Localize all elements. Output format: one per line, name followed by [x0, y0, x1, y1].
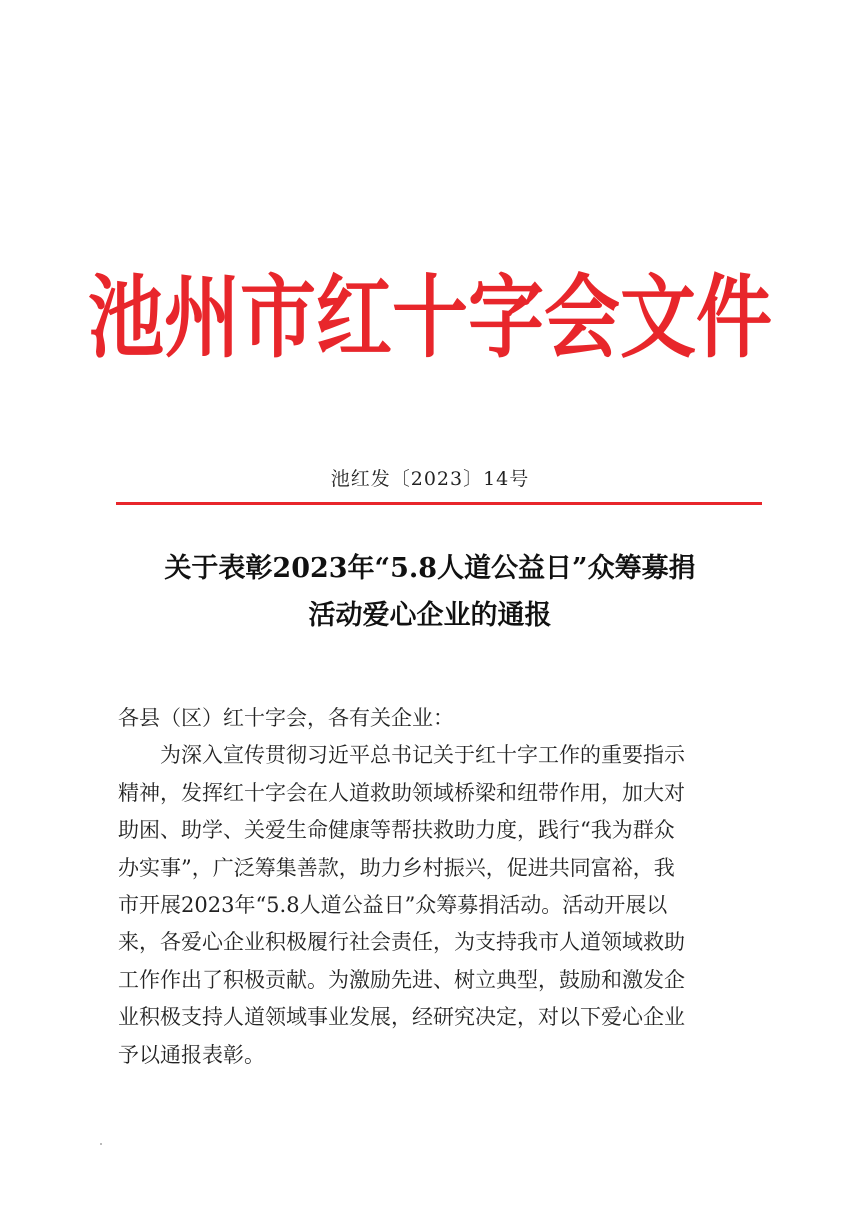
masthead-title: 池州市红十字会文件 [88, 264, 772, 370]
document-body [118, 700, 763, 1074]
salutation: 各县（区）红十字会，各有关企业： [118, 706, 454, 730]
paragraph-line: 办实事”，广泛筹集善款，助力乡村振兴，促进共同富裕，我 [118, 855, 675, 880]
paragraph-line: 来，各爱心企业积极履行社会责任，为支持我市人道领域救助 [118, 930, 685, 955]
notice-title-line-2: 活动爱心企业的通报 [308, 600, 552, 631]
scan-speck [100, 1143, 102, 1145]
paragraph-line: 业积极支持人道领域事业发展，经研究决定，对以下爱心企业 [118, 1005, 685, 1030]
paragraph-line: 助困、助学、关爱生命健康等帮扶救助力度，践行“我为群众 [118, 818, 675, 843]
paragraph-line: 予以通报表彰。 [118, 1042, 265, 1067]
paragraph-line: 精神，发挥红十字会在人道救助领域桥梁和纽带作用，加大对 [118, 780, 685, 805]
red-divider-line [116, 502, 762, 505]
paragraph-line: 工作作出了积极贡献。为激励先进、树立典型，鼓励和激发企 [118, 967, 685, 992]
document-number: 池红发〔2023〕14号 [330, 468, 530, 490]
paragraph-line: 为深入宣传贯彻习近平总书记关于红十字工作的重要指示 [160, 743, 685, 768]
paragraph-line: 市开展2023年“5.8人道公益日”众筹募捐活动。活动开展以 [118, 893, 668, 918]
body-paragraph [118, 737, 763, 1074]
notice-title [80, 545, 780, 639]
notice-title-line-1: 关于表彰2023年“5.8人道公益日”众筹募捐 [164, 553, 696, 584]
